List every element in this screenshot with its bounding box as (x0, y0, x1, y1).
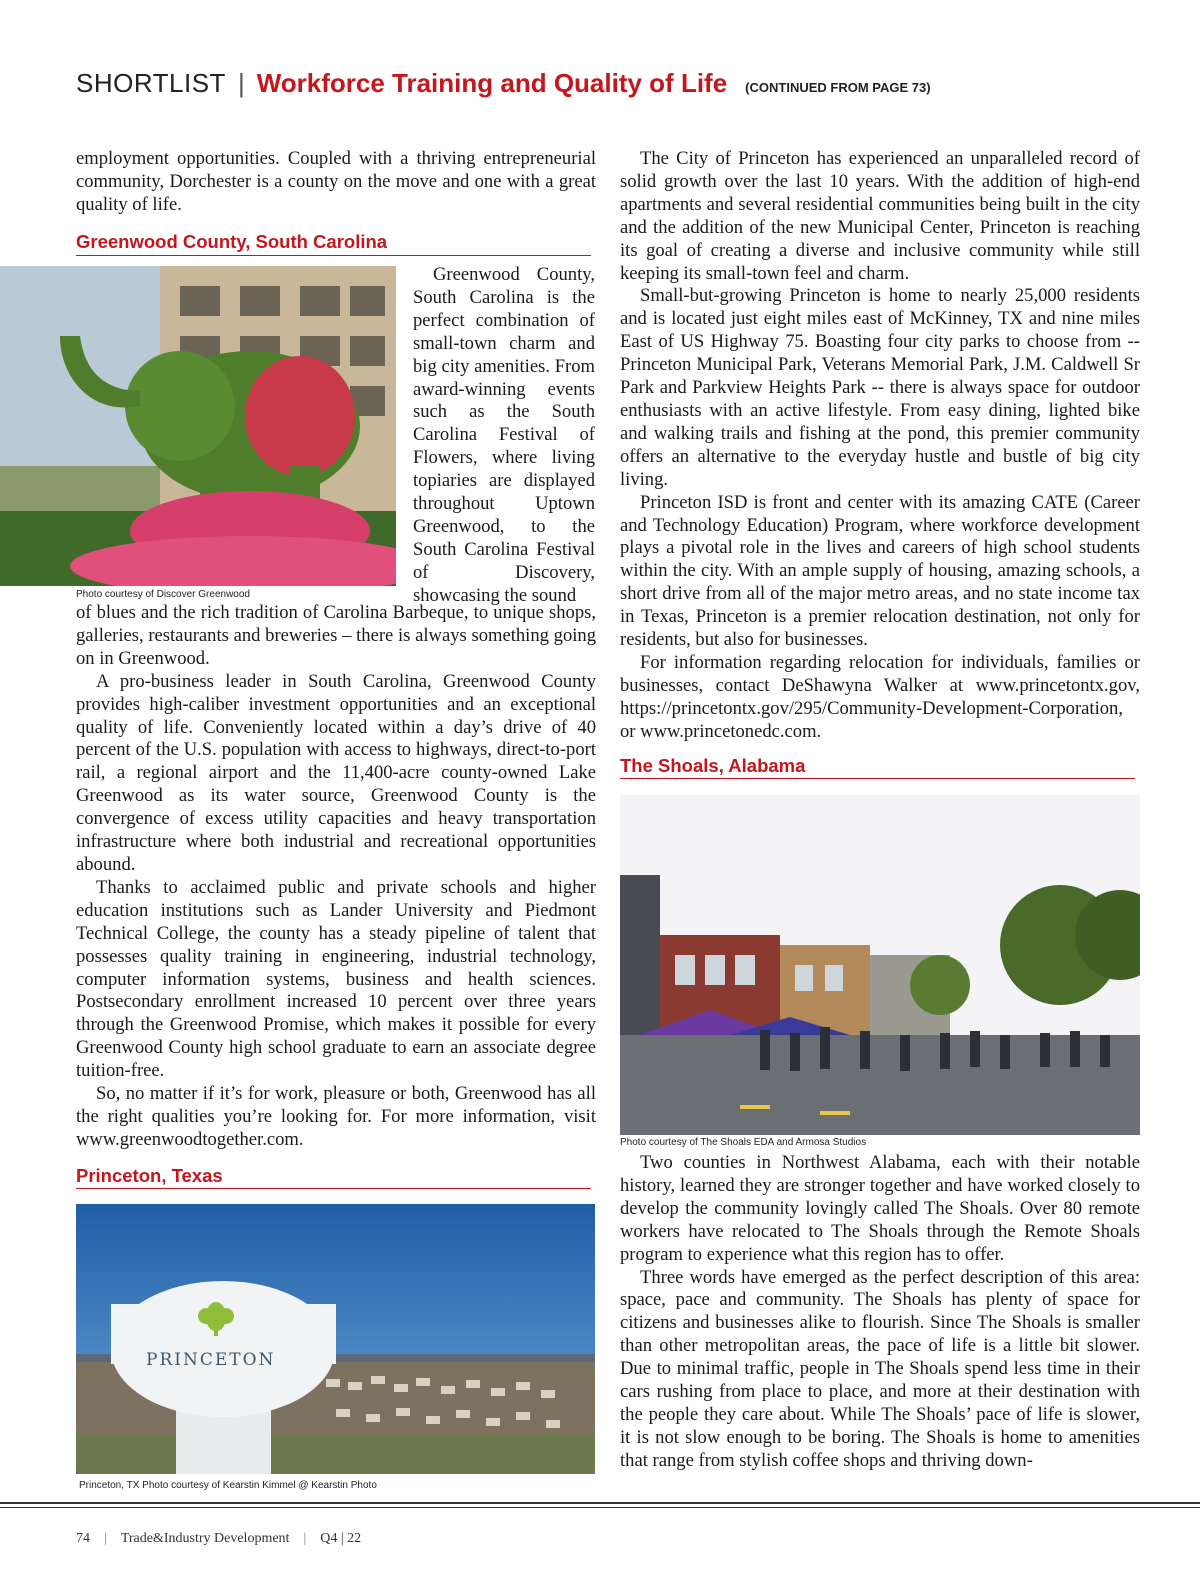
intro-paragraph: employment opportunities. Coupled with a thriving entrepreneurial community, Dorchester is a county on the move and one with a great quality of life. (76, 148, 596, 215)
princeton-photo (76, 1204, 595, 1474)
issue-label: Q4 | 22 (320, 1531, 362, 1546)
shoals-paragraph-1: Two counties in Northwest Alabama, each with their notable history, learned they are stronger together and have worked closely to develop the community lovingly called The Shoals. Over 80 remote workers have relocated to The Shoals through the Remote Shoals program to experience what this region has to offer. (620, 1152, 1140, 1265)
greenwood-paragraph-1: Greenwood County, South Carolina is the perfect combination of small-town charm and big city amenities. From award-winning events such as the South Carolina Festival of Flowers, where living topiaries are displayed throughout Uptown Greenwood, to the South Carolina Festival of Discovery, showcasing the sound (413, 264, 595, 606)
princeton-paragraph-3: Princeton ISD is front and center with its amazing CATE (Career and Technology Education) Program, where workforce development plays a pivotal role in the lives and careers of high school students within the city. With an ample supply of housing, amazing schools, a short drive from all of the major metro areas, and no state income tax in Texas, Princeton is a premier relocation destination, not only for residents, but also for businesses. (620, 491, 1140, 651)
shoals-heading: The Shoals, Alabama (620, 755, 1135, 779)
greenwood-wrap-text (413, 264, 595, 608)
greenwood-photo (0, 266, 396, 586)
footer-rule-top (0, 1502, 1200, 1504)
shoals-photo (620, 795, 1140, 1135)
princeton-heading: Princeton, Texas (76, 1165, 591, 1189)
footer-rule-bottom (0, 1507, 1200, 1508)
greenwood-paragraph-1-cont: of blues and the rich tradition of Carolina Barbeque, to unique shops, galleries, restaurants and breweries – there is always something going on in Greenwood. (76, 602, 596, 669)
footer-text (76, 1531, 361, 1547)
greenwood-caption: Photo courtesy of Discover Greenwood (76, 589, 250, 600)
princeton-paragraph-2: Small-but-growing Princeton is home to nearly 25,000 residents and is located just eight miles east of McKinney, TX and nine miles East of US Highway 75. Boasting four city parks to choose from -- Princeton Municipal Park, Veterans Memorial Park, J.M. Caldwell Sr Park and Parkview Heights Park -- there is always space for outdoor enthusiasts with an active lifestyle. From easy dining, lighted bike and walking trails and fishing at the pond, this premier community offers an alternative to the everyday hustle and bustle of big city living. (620, 285, 1140, 490)
continued-note: (CONTINUED FROM PAGE 73) (745, 80, 931, 95)
header-divider: | (237, 68, 245, 98)
footer-separator: | (303, 1531, 307, 1546)
magazine-name: Trade&Industry Development (120, 1531, 290, 1546)
water-tower-image (76, 1204, 595, 1474)
right-column (620, 148, 1140, 744)
street-festival-image (620, 795, 1140, 1135)
left-column (76, 148, 596, 266)
page-header (76, 68, 931, 108)
shoals-paragraph-2: Three words have emerged as the perfect description of this area: space, pace and community. The Shoals has plenty of space for citizens and businesses alike to flourish. Since The Shoals is smaller than other metropolitan areas, the pace of life is a little bit slower. Due to minimal traffic, people in The Shoals spend less time in their cars rushing from place to place, and more at their destination with the people they care about. While The Shoals’ pace of life is slower, it is not slow enough to be boring. The Shoals is home to amenities that range from stylish coffee shops and thriving down- (620, 1266, 1140, 1471)
shoals-caption: Photo courtesy of The Shoals EDA and Armosa Studios (620, 1137, 867, 1148)
greenwood-paragraph-3: Thanks to acclaimed public and private schools and higher education institutions such as Lander University and Piedmont Technical College, the county has a steady pipeline of talent that possesses quality training in engineering, industrial technology, computer information systems, business and health sciences. Postsecondary enrollment increased 10 percent over three years through the Greenwood Promise, which makes it possible for every Greenwood County high school graduate to earn an associate degree tuition-free. (76, 876, 596, 1082)
princeton-caption: Princeton, TX Photo courtesy of Kearstin Kimmel @ Kearstin Photo (79, 1480, 377, 1491)
left-column-continued (76, 602, 596, 1152)
right-column-continued (620, 1152, 1140, 1473)
section-label: SHORTLIST (76, 68, 226, 98)
page-number: 74 (76, 1531, 90, 1546)
greenwood-heading: Greenwood County, South Carolina (76, 231, 591, 256)
greenwood-paragraph-4: So, no matter if it’s for work, pleasure or both, Greenwood has all the right qualities you’re looking for. For more information, visit www.greenwoodtogether.com. (76, 1083, 596, 1150)
footer-separator: | (104, 1531, 107, 1546)
elephant-topiary-image (0, 266, 396, 586)
greenwood-paragraph-2: A pro-business leader in South Carolina, Greenwood County provides high-caliber investment opportunities and an exceptional quality of life. Conveniently located within a day’s drive of 40 percent of the U.S. population with access to highways, direct-to-port rail, a regional airport and the 11,400-acre county-owned Lake Greenwood as its water source, Greenwood County is the convergence of excess utility capacities and heavy transportation infrastructure where both industrial and recreational opportunities abound. (76, 670, 596, 875)
princeton-paragraph-4: For information regarding relocation for individuals, families or businesses, contact DeShawyna Walker at www.princetontx.gov, https://princetontx.gov/295/Community-Development-Corporation, or www.princetonedc.com. (620, 651, 1140, 742)
tower-label: PRINCETON (146, 1350, 276, 1370)
page-title: Workforce Training and Quality of Life (256, 68, 728, 98)
princeton-paragraph-1: The City of Princeton has experienced an unparalleled record of solid growth over the last 10 years. With the addition of high-end apartments and several residential communities being built in the city and the addition of the new Municipal Center, Princeton is reaching its goal of creating a diverse and inclusive community while still keeping its small-town feel and charm. (620, 148, 1140, 284)
